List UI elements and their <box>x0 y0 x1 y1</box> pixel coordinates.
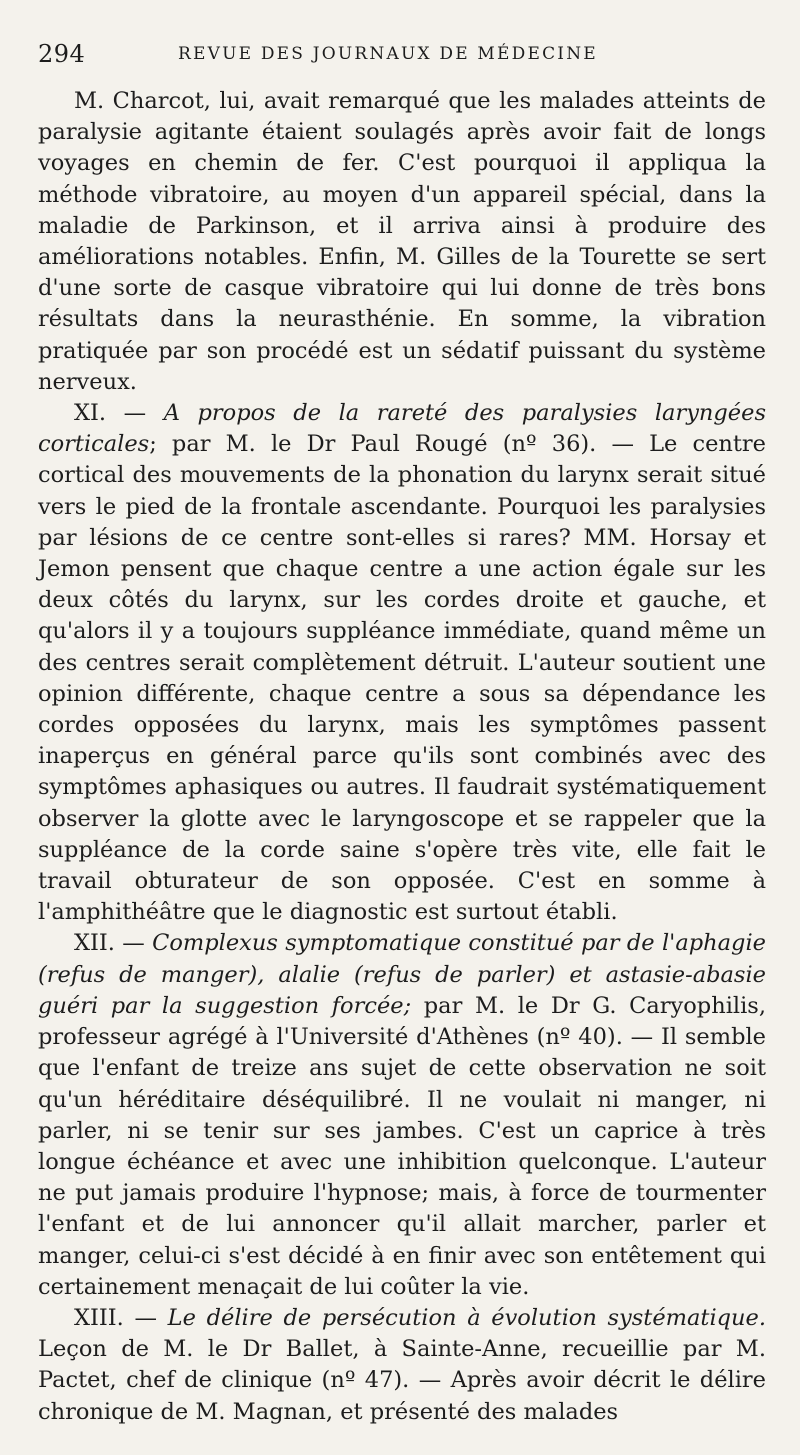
section-title: Complexus symptomatique constitué par de l'aphagie (refus de manger), alalie (refus de parler) et astasie-abasie guéri par la suggestion forcée; <box>38 930 766 1019</box>
running-title: REVUE DES JOURNAUX DE MÉDECINE <box>178 44 598 64</box>
paragraph-text: ; par M. le Dr Paul Rougé (nº 36). — Le centre cortical des mouvements de la phonation du larynx serait situé vers le pied de la frontale ascendante. Pourquoi les paralysies par lésions de ce centre sont-elles si rares? MM. Horsay et Jemon pensent que chaque centre a une action égale sur les deux côtés du larynx, sur les cordes droite et gauche, et qu'alors il y a toujours suppléance immédiate, quand même un des centres serait complètement détruit. L'auteur soutient une opinion différente, chaque centre a sous sa dépendance les cordes opposées du larynx, mais les symptômes passent inaperçus en général parce qu'ils sont combinés avec des symptômes aphasiques ou autres. Il faudrait systématiquement observer la glotte avec le laryngoscope et se rappeler que la suppléance de la corde saine s'opère très vite, elle fait le travail obturateur de son opposée. C'est en somme à l'amphithéâtre que le diagnostic est surtout établi. <box>38 431 766 926</box>
page-number: 294 <box>38 40 86 68</box>
paragraph-xii-aphagia <box>38 928 766 1302</box>
section-label: XI. — <box>74 400 164 427</box>
paragraph-xi-laryngeal-paralysis <box>38 398 766 928</box>
section-label: XII. — <box>74 930 153 957</box>
section-label: XIII. — <box>74 1304 168 1331</box>
section-title: A propos de la rareté des paralysies laryngées corticales <box>38 400 766 458</box>
paragraph-charcot-vibration <box>38 86 766 398</box>
paragraph-xiii-delire <box>38 1303 766 1428</box>
paragraph-text: M. Charcot, lui, avait remarqué que les malades atteints de paralysie agitante étaient soulagés après avoir fait de longs voyages en chemin de fer. C'est pourquoi il appliqua la méthode vibratoire, au moyen d'un appareil spécial, dans la maladie de Parkinson, et il arriva ainsi à produire des améliorations notables. Enfin, M. Gilles de la Tourette se sert d'une sorte de casque vibratoire qui lui donne de très bons résultats dans la neurasthénie. En somme, la vibration pratiquée par son procédé est un sédatif puissant du système nerveux. <box>38 88 766 395</box>
section-title: Le délire de persécution à évolution systématique. <box>167 1304 766 1331</box>
paragraph-text: Leçon de M. le Dr Ballet, à Sainte-Anne, recueillie par M. Pactet, chef de clinique (nº 47). — Après avoir décrit le délire chronique de M. Magnan, et présenté des malades <box>38 1336 766 1425</box>
paragraph-text: par M. le Dr G. Caryophilis, professeur agrégé à l'Université d'Athènes (nº 40). — Il semble que l'enfant de treize ans sujet de cette observation ne soit qu'un héréditaire déséquilibré. Il ne voulait ni manger, ni parler, ni se tenir sur ses jambes. C'est un caprice à très longue échéance et avec une inhibition quelconque. L'auteur ne put jamais produire l'hypnose; mais, à force de tourmenter l'enfant et de lui annoncer qu'il allait marcher, parler et manger, celui-ci s'est décidé à en finir avec son entêtement qui certainement menaçait de lui coûter la vie. <box>38 992 766 1300</box>
article-body <box>38 86 766 1428</box>
running-head <box>38 34 766 74</box>
